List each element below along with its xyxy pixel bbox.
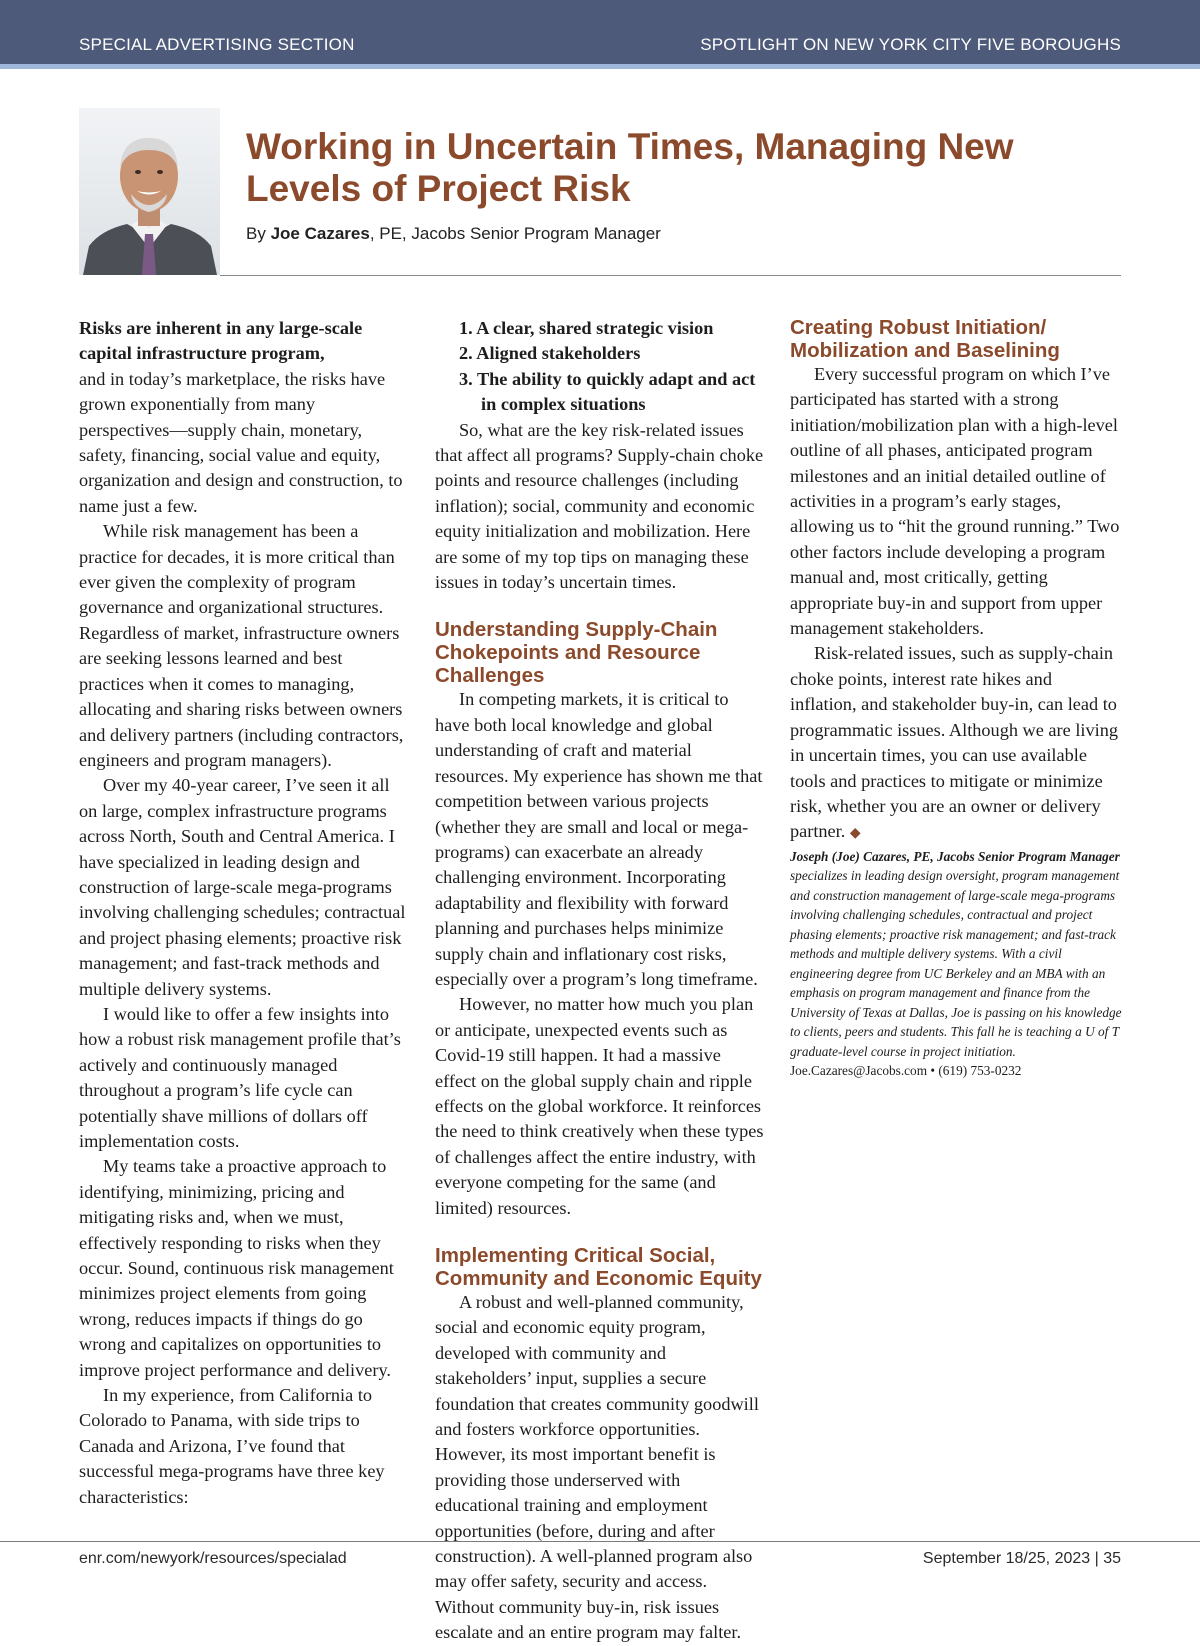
list-item: 1. A clear, shared strategic vision [459, 318, 714, 338]
paragraph: My teams take a proactive approach to identifying, minimizing, pricing and mitigating risks and, when we must, effectively responding to risks when they occur. Sound, continuous risk management minimizes project elements from going wrong, reduces impacts if things do go wrong and capitalizes on opportunities to improve project performance and delivery. [79, 1156, 394, 1380]
author-bio [790, 847, 1122, 1062]
bio-name: Joseph (Joe) Cazares, PE, Jacobs Senior Program Manager [790, 848, 1120, 864]
footer-url: enr.com/newyork/resources/specialad [79, 1550, 347, 1567]
article-title: Working in Uncertain Times, Managing New Levels of Project Risk [246, 126, 1014, 209]
characteristics-list [435, 316, 765, 418]
paragraph: Every successful program on which I’ve participated has started with a strong initiation/mobilization plan with a high-level outline of all phases, anticipated program milestones and an initial detailed outline of activities in a program’s early stages, allowing us to “hit the ground running.” Two other factors include developing a program manual and, most critically, getting appropriate buy-in and support from upper management stakeholders. [790, 364, 1120, 639]
paragraph: I would like to offer a few insights into how a robust risk management profile that’s actively and continuously managed throughout a program’s life cycle can potentially shave millions of dollars off implementation costs. [79, 1003, 401, 1151]
byline [246, 224, 661, 244]
paragraph: While risk management has been a practice for decades, it is more critical than ever given the complexity of program governance and organizational structures. Regardless of market, infrastructure owners are seeking lessons learned and best practices when it comes to managing, allocating and sharing risks between owners and delivery partners (including contractors, engineers and program managers). [79, 521, 404, 770]
column-1 [79, 316, 409, 1510]
author-contact: Joe.Cazares@Jacobs.com • (619) 753-0232 [790, 1063, 1022, 1079]
column-3 [790, 316, 1122, 1081]
author-photo [79, 108, 220, 275]
byline-author: Joe Cazares [270, 224, 370, 243]
spotlight-label: SPOTLIGHT ON NEW YORK CITY FIVE BOROUGHS [700, 35, 1121, 54]
paragraph: In competing markets, it is critical to have both local knowledge and global understanding of craft and material resources. My experience has shown me that competition between various projects (whether they are small and local or mega-programs) can exacerbate an already challenging environment. Incorporating adaptability and flexibility with forward planning and purchases helps minimize supply chain and inflationary cost risks, especially over a program’s long timeframe. [435, 689, 763, 989]
list-item: 2. Aligned stakeholders [459, 343, 641, 364]
subheading-social-equity: Implementing Critical Social, Community and Economic Equity [435, 1244, 762, 1290]
section-label: SPECIAL ADVERTISING SECTION [79, 35, 355, 54]
footer-divider [0, 1541, 1200, 1542]
lead-bold: Risks are inherent in any large-scale capital infrastructure program, [79, 318, 363, 364]
subheading-initiation: Creating Robust Initiation/ Mobilization and Baselining [790, 316, 1060, 362]
author-portrait-illustration [79, 108, 220, 275]
end-mark-icon: ◆ [849, 826, 861, 842]
footer-date-page: September 18/25, 2023 | 35 [922, 1550, 1121, 1567]
paragraph: In my experience, from California to Colorado to Panama, with side trips to Canada and Arizona, I’ve found that successful mega-programs have three key characteristics: [79, 1385, 385, 1507]
byline-role: , PE, Jacobs Senior Program Manager [369, 224, 661, 243]
byline-prefix: By [246, 224, 266, 243]
header-bar [0, 0, 1200, 69]
bio-text: specializes in leading design oversight, program management and construction management of large-scale mega-programs involving challenging schedules, contractual and project phasing elements; proactive risk management; and fast-track methods and multiple delivery systems. With a civil engineering degree from UC Berkeley and an MBA with an emphasis on program management and finance from the University of Texas at Dallas, Joe is passing on his knowledge to clients, peers and students. This fall he is teaching a U of T graduate-level course in project initiation. [790, 868, 1122, 1059]
lead-paragraph [79, 316, 409, 519]
paragraph: So, what are the key risk-related issues that affect all programs? Supply-chain choke points and resource challenges (including inflation); social, community and economic equity initialization and mobilization. Here are some of my top tips on managing these issues in today’s uncertain times. [435, 419, 764, 593]
column-2 [435, 316, 765, 1646]
closing-text: Risk-related issues, such as supply-chain choke points, interest rate hikes and inflation, and stakeholder buy-in, can lead to programmatic issues. Although we are living in uncertain times, you can use available tools and practices to mitigate or minimize risk, whether you are an owner or delivery partner. [790, 643, 1118, 842]
subheading-supply-chain: Understanding Supply-Chain Chokepoints and Resource Challenges [435, 618, 718, 688]
paragraph: A robust and well-planned community, social and economic equity program, developed with community and stakeholders’ input, supplies a secure foundation that creates community goodwill and fosters workforce opportunities. However, its most important benefit is providing those underserved with educational training and employment opportunities (before, during and after construction). A well-planned program also may offer safety, security and access. Without community buy-in, risk issues escalate and an entire program may falter. [435, 1292, 759, 1643]
paragraph: However, no matter how much you plan or anticipate, unexpected events such as Covid-19 still happen. It had a massive effect on the global supply chain and ripple effects on the global workforce. It reinforces the need to think creatively when these types of challenges affect the entire industry, with everyone competing for the same (and limited) resources. [435, 994, 764, 1218]
paragraph [790, 641, 1122, 846]
lead-rest: and in today’s marketplace, the risks have grown exponentially from many perspectives—supply chain, monetary, safety, financing, social value and equity, organization and design and construction, to name just a few. [79, 368, 403, 516]
paragraph: Over my 40-year career, I’ve seen it all on large, complex infrastructure programs across North, South and Central America. I have specialized in leading design and construction of large-scale mega-programs involving challenging schedules; contractual and project phasing elements; proactive risk management; and fast-track methods and multiple delivery systems. [79, 775, 406, 999]
list-item: 3. The ability to quickly adapt and act in complex situations [459, 368, 756, 415]
header-divider [220, 275, 1121, 276]
